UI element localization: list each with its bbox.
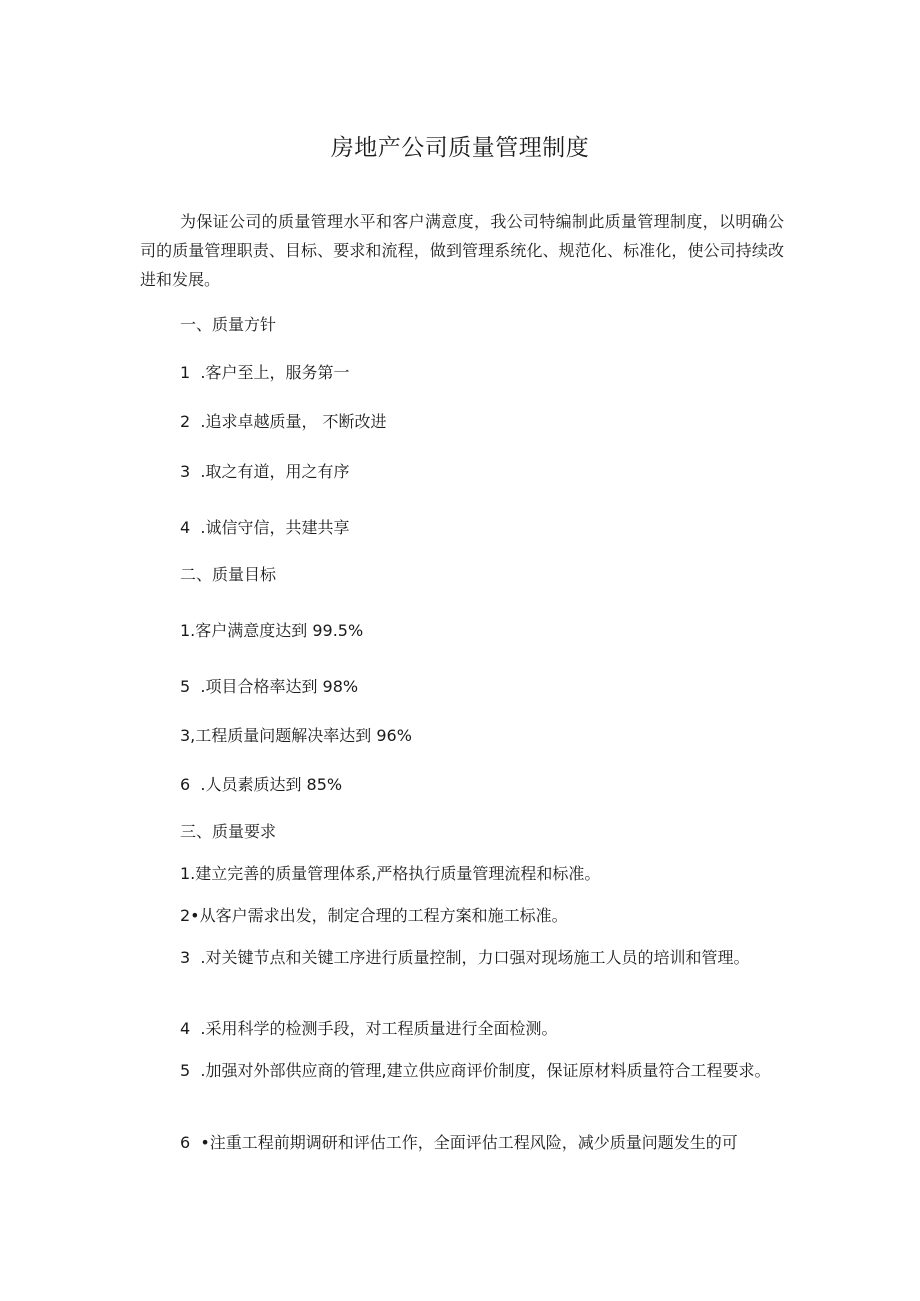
list-item: 5 .项目合格率达到 98%	[180, 677, 359, 696]
list-item: 3,工程质量问题解决率达到 96%	[180, 726, 412, 745]
section-heading-policy: 一、质量方针	[180, 315, 277, 334]
list-item: 1 .客户至上，服务第一	[180, 363, 350, 382]
list-item: 5 .加强对外部供应商的管理,建立供应商评价制度，保证原材料质量符合工程要求。	[180, 1061, 771, 1080]
section-heading-goals: 二、质量目标	[180, 565, 277, 584]
list-item: 2•从客户需求出发，制定合理的工程方案和施工标准。	[180, 906, 568, 925]
list-item: 3 .对关键节点和关键工序进行质量控制，力口强对现场施工人员的培训和管理。	[180, 948, 750, 967]
list-item: 6 •注重工程前期调研和评估工作，全面评估工程风险，减少质量问题发生的可	[180, 1133, 738, 1152]
list-item: 1.客户满意度达到 99.5%	[180, 621, 364, 640]
list-item: 3 .取之有道，用之有序	[180, 462, 350, 481]
list-item: 1.建立完善的质量管理体系,严格执行质量管理流程和标准。	[180, 864, 601, 883]
section-heading-requirements: 三、质量要求	[180, 822, 277, 841]
list-item: 2 .追求卓越质量， 不断改进	[180, 412, 387, 431]
document-title: 房地产公司质量管理制度	[330, 135, 590, 161]
list-item: 6 .人员素质达到 85%	[180, 775, 343, 794]
list-item: 4 .诚信守信，共建共享	[180, 518, 350, 537]
list-item: 4 .采用科学的检测手段，对工程质量进行全面检测。	[180, 1019, 558, 1038]
intro-paragraph: 为保证公司的质量管理水平和客户满意度，我公司特编制此质量管理制度，以明确公司的质量管理职责、目标、要求和流程，做到管理系统化、规范化、标准化，使公司持续改进和发展。	[140, 212, 784, 289]
